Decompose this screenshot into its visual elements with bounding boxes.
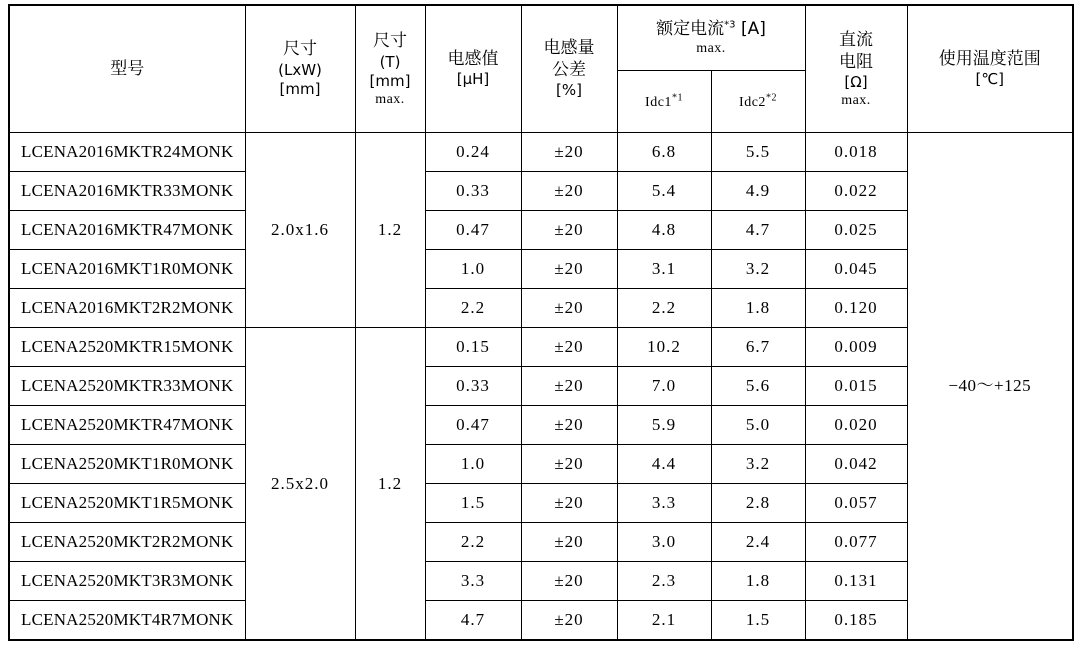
cell-dcr: 0.009 bbox=[805, 328, 907, 367]
cell-model: LCENA2520MKT4R7MONK bbox=[9, 601, 245, 641]
cell-size-t: 1.2 bbox=[355, 133, 425, 328]
cell-size-lxw: 2.0x1.6 bbox=[245, 133, 355, 328]
inductor-specification-table bbox=[8, 4, 1074, 641]
cell-model: LCENA2520MKT3R3MONK bbox=[9, 562, 245, 601]
cell-idc1: 2.3 bbox=[617, 562, 711, 601]
cell-idc2: 1.5 bbox=[711, 601, 805, 641]
cell-idc1: 3.3 bbox=[617, 484, 711, 523]
cell-model: LCENA2016MKTR24MONK bbox=[9, 133, 245, 172]
cell-size-lxw: 2.5x2.0 bbox=[245, 328, 355, 641]
cell-idc2: 1.8 bbox=[711, 562, 805, 601]
cell-dcr: 0.022 bbox=[805, 172, 907, 211]
cell-dcr: 0.185 bbox=[805, 601, 907, 641]
cell-tolerance: ±20 bbox=[521, 601, 617, 641]
header-rated-current-group: 额定电流$^{*3}$ [A] max. bbox=[617, 5, 805, 70]
table-row bbox=[9, 133, 1073, 172]
cell-idc1: 3.1 bbox=[617, 250, 711, 289]
header-idc1: Idc1$^{*1}$ bbox=[617, 70, 711, 132]
cell-inductance: 1.0 bbox=[425, 250, 521, 289]
cell-dcr: 0.120 bbox=[805, 289, 907, 328]
cell-tolerance: ±20 bbox=[521, 289, 617, 328]
cell-tolerance: ±20 bbox=[521, 172, 617, 211]
header-row-main bbox=[9, 5, 1073, 70]
cell-inductance: 0.33 bbox=[425, 367, 521, 406]
cell-idc1: 7.0 bbox=[617, 367, 711, 406]
cell-tolerance: ±20 bbox=[521, 562, 617, 601]
cell-inductance: 0.24 bbox=[425, 133, 521, 172]
cell-tolerance: ±20 bbox=[521, 250, 617, 289]
cell-inductance: 0.47 bbox=[425, 406, 521, 445]
cell-dcr: 0.131 bbox=[805, 562, 907, 601]
header-inductance: 电感值 [μH] bbox=[425, 5, 521, 133]
cell-tolerance: ±20 bbox=[521, 367, 617, 406]
cell-dcr: 0.057 bbox=[805, 484, 907, 523]
cell-idc2: 5.6 bbox=[711, 367, 805, 406]
cell-inductance: 2.2 bbox=[425, 523, 521, 562]
cell-idc2: 1.8 bbox=[711, 289, 805, 328]
cell-tolerance: ±20 bbox=[521, 445, 617, 484]
cell-idc1: 3.0 bbox=[617, 523, 711, 562]
cell-idc1: 2.2 bbox=[617, 289, 711, 328]
cell-idc1: 2.1 bbox=[617, 601, 711, 641]
cell-model: LCENA2520MKT1R5MONK bbox=[9, 484, 245, 523]
cell-tolerance: ±20 bbox=[521, 211, 617, 250]
cell-idc2: 2.4 bbox=[711, 523, 805, 562]
cell-idc2: 5.0 bbox=[711, 406, 805, 445]
cell-inductance: 3.3 bbox=[425, 562, 521, 601]
cell-inductance: 1.5 bbox=[425, 484, 521, 523]
cell-inductance: 1.0 bbox=[425, 445, 521, 484]
cell-dcr: 0.018 bbox=[805, 133, 907, 172]
cell-tolerance: ±20 bbox=[521, 406, 617, 445]
cell-tolerance: ±20 bbox=[521, 328, 617, 367]
cell-idc2: 2.8 bbox=[711, 484, 805, 523]
cell-temperature-range: −40～+125 bbox=[907, 133, 1073, 641]
cell-model: LCENA2520MKTR15MONK bbox=[9, 328, 245, 367]
cell-idc2: 3.2 bbox=[711, 445, 805, 484]
cell-idc1: 4.8 bbox=[617, 211, 711, 250]
cell-model: LCENA2520MKTR47MONK bbox=[9, 406, 245, 445]
cell-model: LCENA2016MKTR33MONK bbox=[9, 172, 245, 211]
cell-dcr: 0.077 bbox=[805, 523, 907, 562]
cell-dcr: 0.020 bbox=[805, 406, 907, 445]
cell-dcr: 0.015 bbox=[805, 367, 907, 406]
cell-idc2: 6.7 bbox=[711, 328, 805, 367]
cell-idc2: 4.9 bbox=[711, 172, 805, 211]
cell-inductance: 0.15 bbox=[425, 328, 521, 367]
header-model: 型号 bbox=[9, 5, 245, 133]
table-header bbox=[9, 5, 1073, 133]
header-size-t: 尺寸 (T) [mm] max. bbox=[355, 5, 425, 133]
cell-tolerance: ±20 bbox=[521, 523, 617, 562]
cell-model: LCENA2016MKT2R2MONK bbox=[9, 289, 245, 328]
cell-idc2: 4.7 bbox=[711, 211, 805, 250]
header-size-lxw: 尺寸 (LxW) [mm] bbox=[245, 5, 355, 133]
cell-idc2: 5.5 bbox=[711, 133, 805, 172]
cell-idc1: 5.9 bbox=[617, 406, 711, 445]
cell-idc1: 10.2 bbox=[617, 328, 711, 367]
cell-inductance: 4.7 bbox=[425, 601, 521, 641]
cell-tolerance: ±20 bbox=[521, 133, 617, 172]
cell-inductance: 0.47 bbox=[425, 211, 521, 250]
cell-idc1: 6.8 bbox=[617, 133, 711, 172]
cell-model: LCENA2016MKTR47MONK bbox=[9, 211, 245, 250]
cell-dcr: 0.042 bbox=[805, 445, 907, 484]
cell-dcr: 0.025 bbox=[805, 211, 907, 250]
cell-model: LCENA2520MKT1R0MONK bbox=[9, 445, 245, 484]
cell-size-t: 1.2 bbox=[355, 328, 425, 641]
cell-idc1: 4.4 bbox=[617, 445, 711, 484]
cell-inductance: 0.33 bbox=[425, 172, 521, 211]
table-body bbox=[9, 133, 1073, 641]
cell-dcr: 0.045 bbox=[805, 250, 907, 289]
cell-tolerance: ±20 bbox=[521, 484, 617, 523]
header-temperature-range: 使用温度范围 [℃] bbox=[907, 5, 1073, 133]
header-tolerance: 电感量 公差 [%] bbox=[521, 5, 617, 133]
cell-idc1: 5.4 bbox=[617, 172, 711, 211]
header-idc2: Idc2$^{*2}$ bbox=[711, 70, 805, 132]
cell-model: LCENA2520MKT2R2MONK bbox=[9, 523, 245, 562]
header-dc-resistance: 直流 电阻 [Ω] max. bbox=[805, 5, 907, 133]
cell-inductance: 2.2 bbox=[425, 289, 521, 328]
cell-model: LCENA2520MKTR33MONK bbox=[9, 367, 245, 406]
cell-model: LCENA2016MKT1R0MONK bbox=[9, 250, 245, 289]
cell-idc2: 3.2 bbox=[711, 250, 805, 289]
